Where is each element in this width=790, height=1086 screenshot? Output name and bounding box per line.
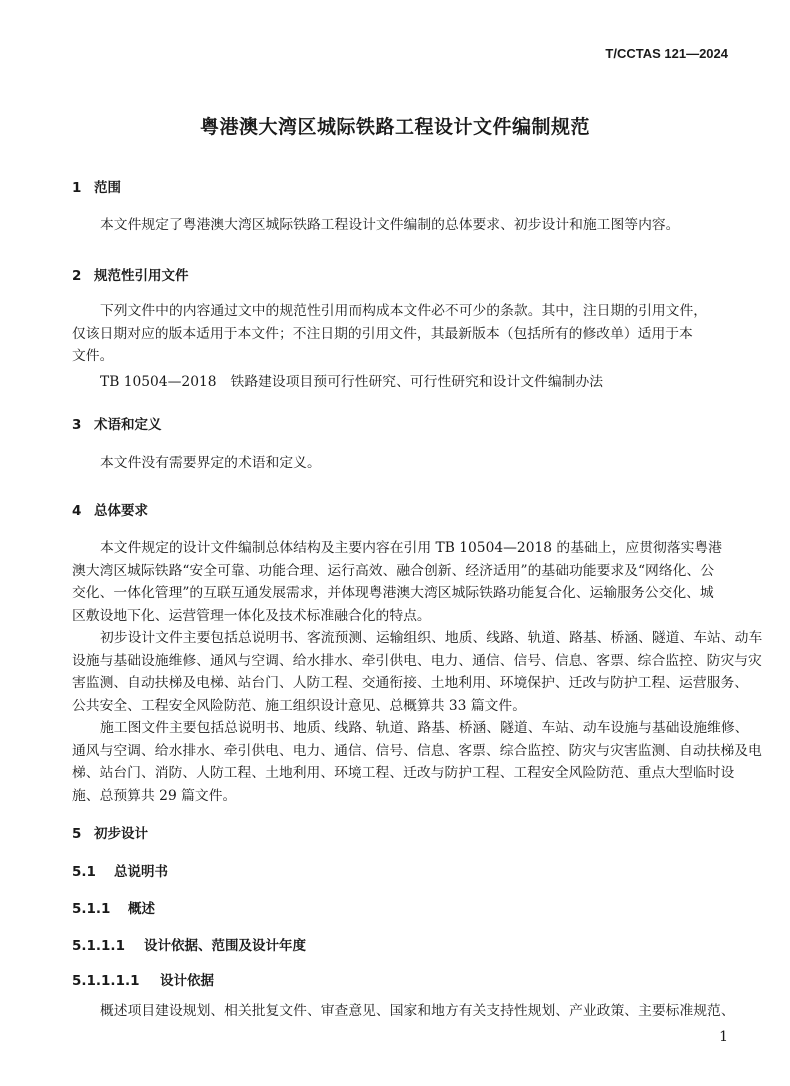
paragraph-line: 设施与基础设施维修、通风与空调、给水排水、牵引供电、电力、通信、信号、信息、客票、综合监控、防灾与灾 (72, 652, 762, 669)
section-2-heading (72, 264, 189, 284)
section-title: 初步设计 (94, 826, 148, 842)
section-4-body (72, 537, 763, 807)
section-2-body (72, 300, 734, 368)
paragraph-line: 梯、站台门、消防、人防工程、土地利用、环境工程、迁改与防护工程、工程安全风险防范、重点大型临时设 (72, 765, 735, 781)
paragraph-line: 交化、一体化管理”的互联互通发展需求，并体现粤港澳大湾区城际铁路功能复合化、运输服务公交化、城 (72, 585, 714, 601)
section-number: 4 (72, 503, 82, 519)
section-number: 5.1.1 (72, 901, 111, 917)
paragraph: 本文件规定了粤港澳大湾区城际铁路工程设计文件编制的总体要求、初步设计和施工图等内容。 (100, 217, 680, 233)
section-title: 概述 (128, 901, 155, 917)
reference-title: 铁路建设项目预可行性研究、可行性研究和设计文件编制办法 (230, 374, 604, 390)
paragraph-line: 本文件规定的设计文件编制总体结构及主要内容在引用 TB 10504—2018 的基础上，应贯彻落实粤港 (100, 540, 722, 556)
section-number: 2 (72, 268, 82, 284)
section-4-heading (72, 499, 148, 519)
section-title: 术语和定义 (94, 417, 162, 433)
section-3-body (72, 452, 734, 475)
section-3-heading (72, 413, 162, 433)
normative-reference (100, 370, 603, 390)
section-number: 5 (72, 826, 82, 842)
paragraph-line: 害监测、自动扶梯及电梯、站台门、人防工程、交通衔接、土地利用、环境保护、迁改与防护工程、运营服务、 (72, 675, 749, 691)
section-5-heading (72, 822, 148, 842)
paragraph-line: 通风与空调、给水排水、牵引供电、电力、通信、信号、信息、客票、综合监控、防灾与灾害监测、自动扶梯及电 (72, 742, 762, 759)
section-title: 总体要求 (94, 503, 148, 519)
page-number: 1 (719, 1029, 728, 1045)
section-5-1-1-1-heading (72, 934, 306, 954)
section-title: 总说明书 (114, 864, 168, 880)
document-title: 粤港澳大湾区城际铁路工程设计文件编制规范 (199, 116, 590, 138)
paragraph-line: 初步设计文件主要包括总说明书、客流预测、运输组织、地质、线路、轨道、路基、桥涵、隧道、车站、动车 (100, 630, 763, 646)
standard-code: T/CCTAS 121—2024 (605, 46, 728, 61)
paragraph-line: 文件。 (72, 348, 114, 364)
section-number: 5.1.1.1.1 (72, 973, 140, 989)
section-number: 5.1 (72, 864, 96, 880)
section-title: 规范性引用文件 (94, 268, 189, 284)
paragraph-line: 仅该日期对应的版本适用于本文件；不注日期的引用文件，其最新版本（包括所有的修改单）适用于本 (72, 325, 693, 342)
section-5-1-heading (72, 860, 168, 880)
paragraph-line: 区敷设地下化、运营管理一体化及技术标准融合化的特点。 (72, 607, 431, 624)
paragraph-line: 概述项目建设规划、相关批复文件、审查意见、国家和地方有关支持性规划、产业政策、主要标准规范、 (100, 1003, 735, 1019)
section-5-1-1-1-1-heading (72, 969, 214, 989)
section-title: 设计依据 (160, 973, 214, 989)
paragraph-line: 澳大湾区城际铁路“安全可靠、功能合理、运行高效、融合创新、经济适用”的基础功能要求及“网络化、公 (72, 562, 715, 579)
paragraph-line: 公共安全、工程安全风险防范、施工组织设计意见、总概算共 33 篇文件。 (72, 697, 527, 714)
reference-code: TB 10504—2018 (100, 374, 217, 390)
paragraph-line: 施工图文件主要包括总说明书、地质、线路、轨道、路基、桥涵、隧道、车站、动车设施与基础设施维修、 (100, 720, 749, 736)
paragraph: 本文件没有需要界定的术语和定义。 (100, 455, 321, 471)
section-title: 范围 (94, 180, 121, 196)
section-number: 1 (72, 180, 82, 196)
section-1-body (72, 214, 734, 237)
section-number: 3 (72, 417, 82, 433)
paragraph-line: 下列文件中的内容通过文中的规范性引用而构成本文件必不可少的条款。其中，注日期的引用文件， (100, 303, 708, 319)
paragraph-line: 施、总预算共 29 篇文件。 (72, 787, 237, 804)
section-5-1-1-1-1-body (72, 1000, 734, 1023)
section-number: 5.1.1.1 (72, 938, 125, 954)
section-1-heading (72, 176, 121, 196)
section-title: 设计依据、范围及设计年度 (144, 938, 306, 954)
section-5-1-1-heading (72, 897, 155, 917)
